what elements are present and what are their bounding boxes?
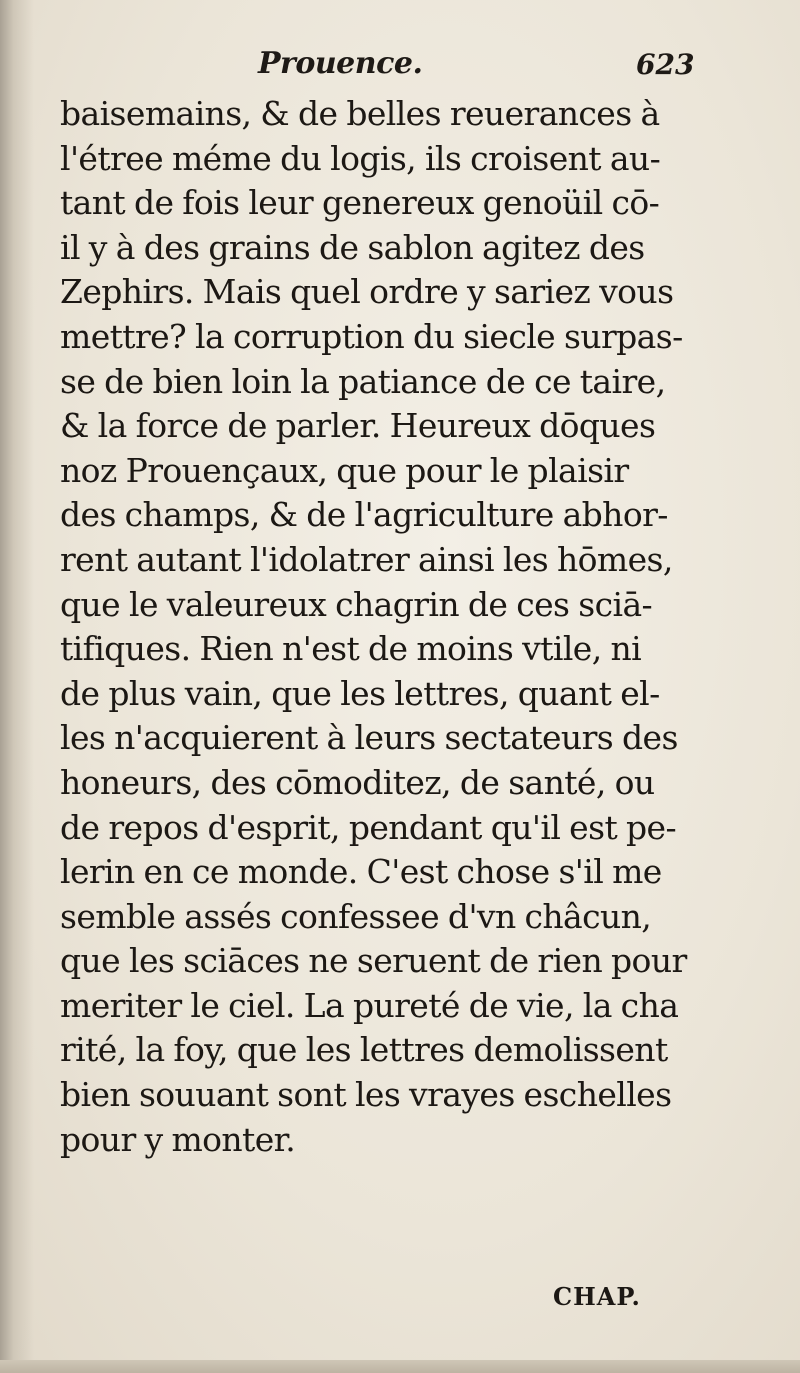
running-head bbox=[0, 40, 800, 90]
text-line: honeurs, des cōmoditez, de santé, ou bbox=[60, 762, 655, 802]
body-text bbox=[60, 92, 700, 1162]
text-line: mettre? la corruption du siecle surpas- bbox=[60, 316, 683, 356]
text-line: que le valeureux chagrin de ces sciā- bbox=[60, 584, 653, 624]
text-line: rité, la foy, que les lettres demolissent bbox=[60, 1030, 668, 1070]
text-line: & la force de parler. Heureux dōques bbox=[60, 406, 656, 446]
text-line: tifiques. Rien n'est de moins vtile, ni bbox=[60, 629, 642, 669]
binding-gutter bbox=[0, 0, 34, 1373]
text-line: bien souuant sont les vrayes eschelles bbox=[60, 1075, 672, 1115]
text-line: tant de fois leur genereux genoüil cō- bbox=[60, 183, 660, 223]
running-head-title: Prouence. bbox=[258, 46, 423, 81]
text-line: Zephirs. Mais quel ordre y sariez vous bbox=[60, 272, 674, 312]
text-line: de plus vain, que les lettres, quant el- bbox=[60, 673, 660, 713]
text-line: se de bien loin la patiance de ce taire, bbox=[60, 361, 666, 401]
text-line: noz Prouençaux, que pour le plaisir bbox=[60, 450, 629, 490]
text-line: meriter le ciel. La pureté de vie, la cha bbox=[60, 985, 679, 1025]
text-line: pour y monter. bbox=[60, 1119, 296, 1159]
text-line: il y à des grains de sablon agitez des bbox=[60, 227, 645, 267]
text-line: rent autant l'idolatrer ainsi les hōmes, bbox=[60, 539, 673, 579]
text-line: semble assés confessee d'vn châcun, bbox=[60, 896, 652, 936]
catchword: CHAP. bbox=[553, 1282, 641, 1311]
text-line: baisemains, & de belles reuerances à bbox=[60, 94, 660, 133]
text-line: des champs, & de l'agriculture abhor- bbox=[60, 495, 668, 535]
text-line: de repos d'esprit, pendant qu'il est pe- bbox=[60, 807, 676, 847]
text-line: l'étree méme du logis, ils croisent au- bbox=[60, 138, 661, 178]
text-line: les n'acquierent à leurs sectateurs des bbox=[60, 718, 678, 758]
page-number: 623 bbox=[636, 48, 695, 81]
text-line: lerin en ce monde. C'est chose s'il me bbox=[60, 852, 662, 892]
text-line: que les sciāces ne seruent de rien pour bbox=[60, 941, 687, 981]
page-bottom-edge bbox=[0, 1360, 800, 1373]
